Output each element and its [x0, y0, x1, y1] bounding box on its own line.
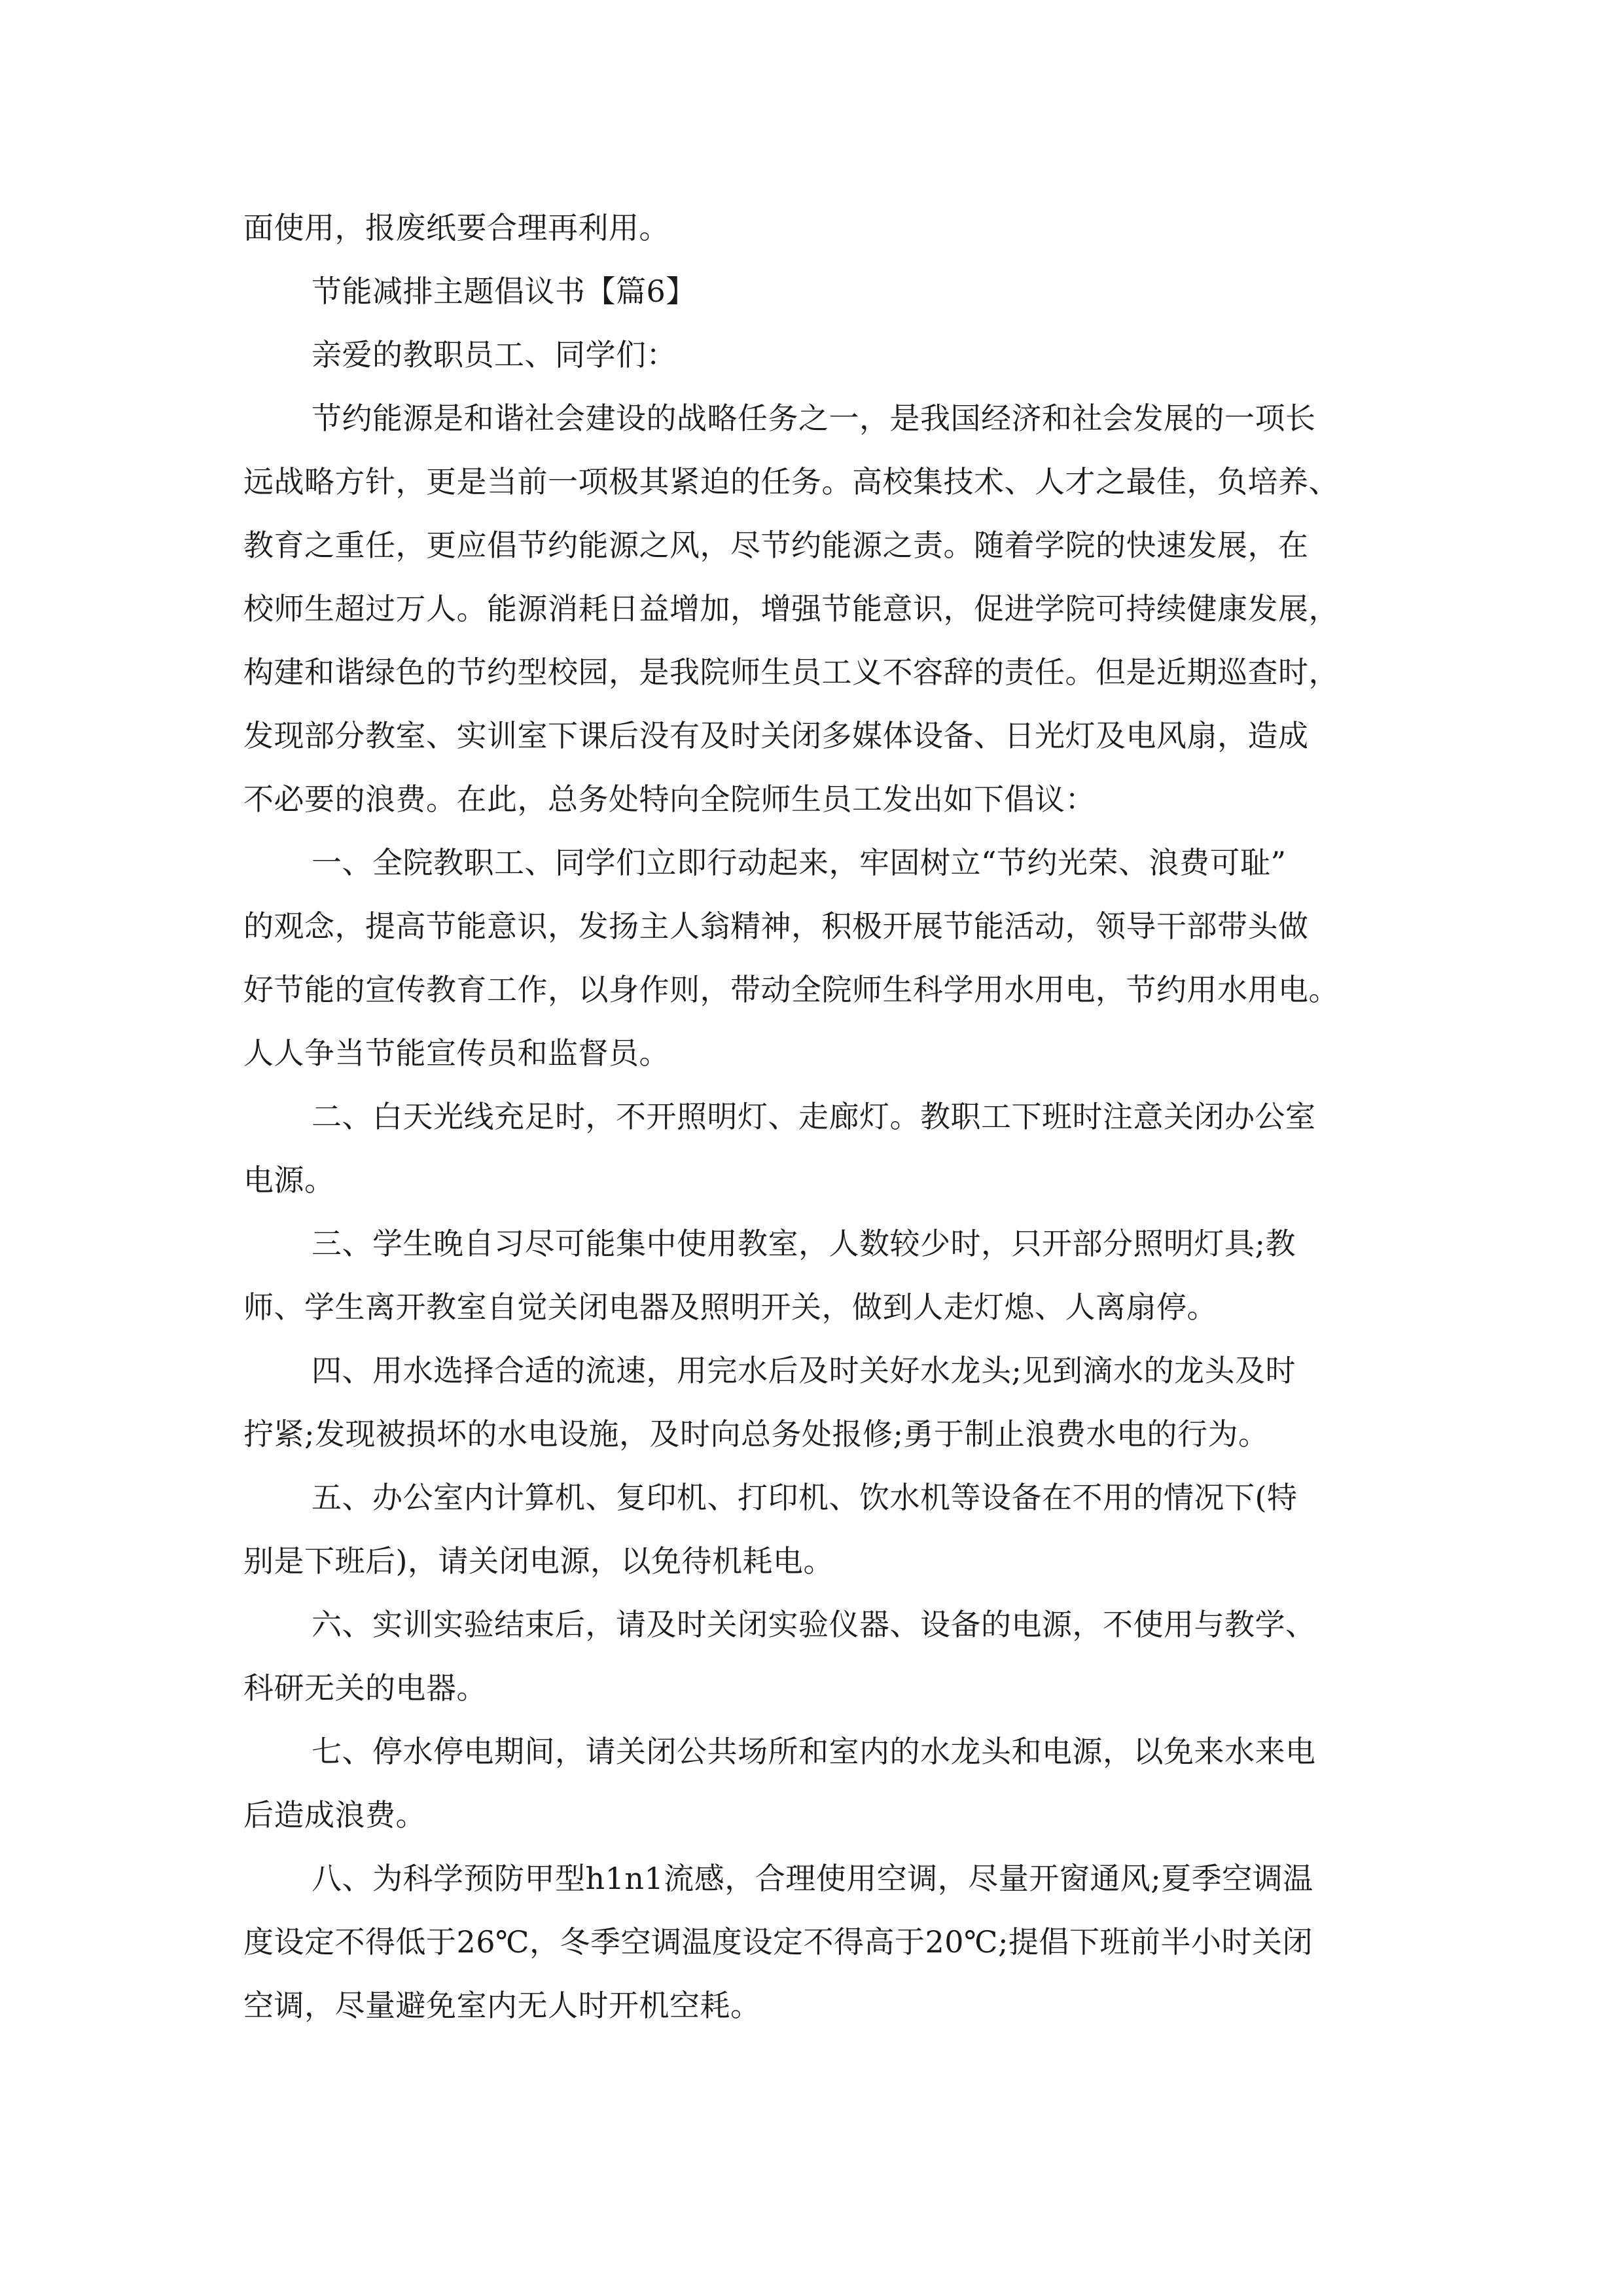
text-line: 面使用，报废纸要合理再利用。	[243, 210, 669, 245]
text-line: 教育之重任，更应倡节约能源之风，尽节约能源之责。随着学院的快速发展，在	[243, 528, 1309, 563]
text-line: 拧紧;发现被损坏的水电设施，及时向总务处报修;勇于制止浪费水电的行为。	[243, 1416, 1269, 1452]
text-line: 一、全院教职工、同学们立即行动起来，牢固树立“节约光荣、浪费可耻”	[312, 845, 1287, 880]
text-line: 度设定不得低于26℃，冬季空调温度设定不得高于20℃;提倡下班前半小时关闭	[243, 1924, 1313, 1960]
text-line: 校师生超过万人。能源消耗日益增加，增强节能意识，促进学院可持续健康发展，	[243, 591, 1339, 626]
text-line: 科研无关的电器。	[243, 1670, 487, 1706]
text-line: 空调，尽量避免室内无人时开机空耗。	[243, 1988, 761, 2023]
text-line: 三、学生晚自习尽可能集中使用教室，人数较少时，只开部分照明灯具;教	[312, 1226, 1296, 1261]
section-title: 节能减排主题倡议书【篇6】	[312, 274, 696, 309]
text-line: 二、白天光线充足时，不开照明灯、走廊灯。教职工下班时注意关闭办公室	[312, 1099, 1316, 1134]
document-page	[243, 196, 1395, 2037]
text-line: 六、实训实验结束后，请及时关闭实验仪器、设备的电源，不使用与教学、	[312, 1607, 1316, 1642]
text-line: 八、为科学预防甲型h1n1流感，合理使用空调，尽量开窗通风;夏季空调温	[312, 1861, 1313, 1896]
text-line: 构建和谐绿色的节约型校园，是我院师生员工义不容辞的责任。但是近期巡查时，	[243, 655, 1339, 690]
text-line: 的观念，提高节能意识，发扬主人翁精神，积极开展节能活动，领导干部带头做	[243, 908, 1309, 944]
text-line: 好节能的宣传教育工作，以身作则，带动全院师生科学用水用电，节约用水用电。	[243, 972, 1339, 1007]
text-line: 电源。	[243, 1162, 335, 1198]
text-line: 师、学生离开教室自觉关闭电器及照明开关，做到人走灯熄、人离扇停。	[243, 1289, 1217, 1325]
text-line: 远战略方针，更是当前一项极其紧迫的任务。高校集技术、人才之最佳，负培养、	[243, 464, 1339, 499]
text-line: 人人争当节能宣传员和监督员。	[243, 1035, 669, 1071]
salutation: 亲爱的教职员工、同学们：	[312, 337, 677, 372]
text-line: 五、办公室内计算机、复印机、打印机、饮水机等设备在不用的情况下(特	[312, 1480, 1298, 1515]
text-line: 四、用水选择合适的流速，用完水后及时关好水龙头;见到滴水的龙头及时	[312, 1353, 1296, 1388]
text-line: 发现部分教室、实训室下课后没有及时关闭多媒体设备、日光灯及电风扇，造成	[243, 718, 1309, 753]
text-line: 节约能源是和谐社会建设的战略任务之一，是我国经济和社会发展的一项长	[312, 401, 1316, 436]
text-line: 不必要的浪费。在此，总务处特向全院师生员工发出如下倡议：	[243, 781, 1096, 817]
text-line: 后造成浪费。	[243, 1797, 426, 1833]
text-line: 七、停水停电期间，请关闭公共场所和室内的水龙头和电源，以免来水来电	[312, 1734, 1316, 1769]
text-line: 别是下班后)，请关闭电源，以免待机耗电。	[243, 1543, 834, 1579]
